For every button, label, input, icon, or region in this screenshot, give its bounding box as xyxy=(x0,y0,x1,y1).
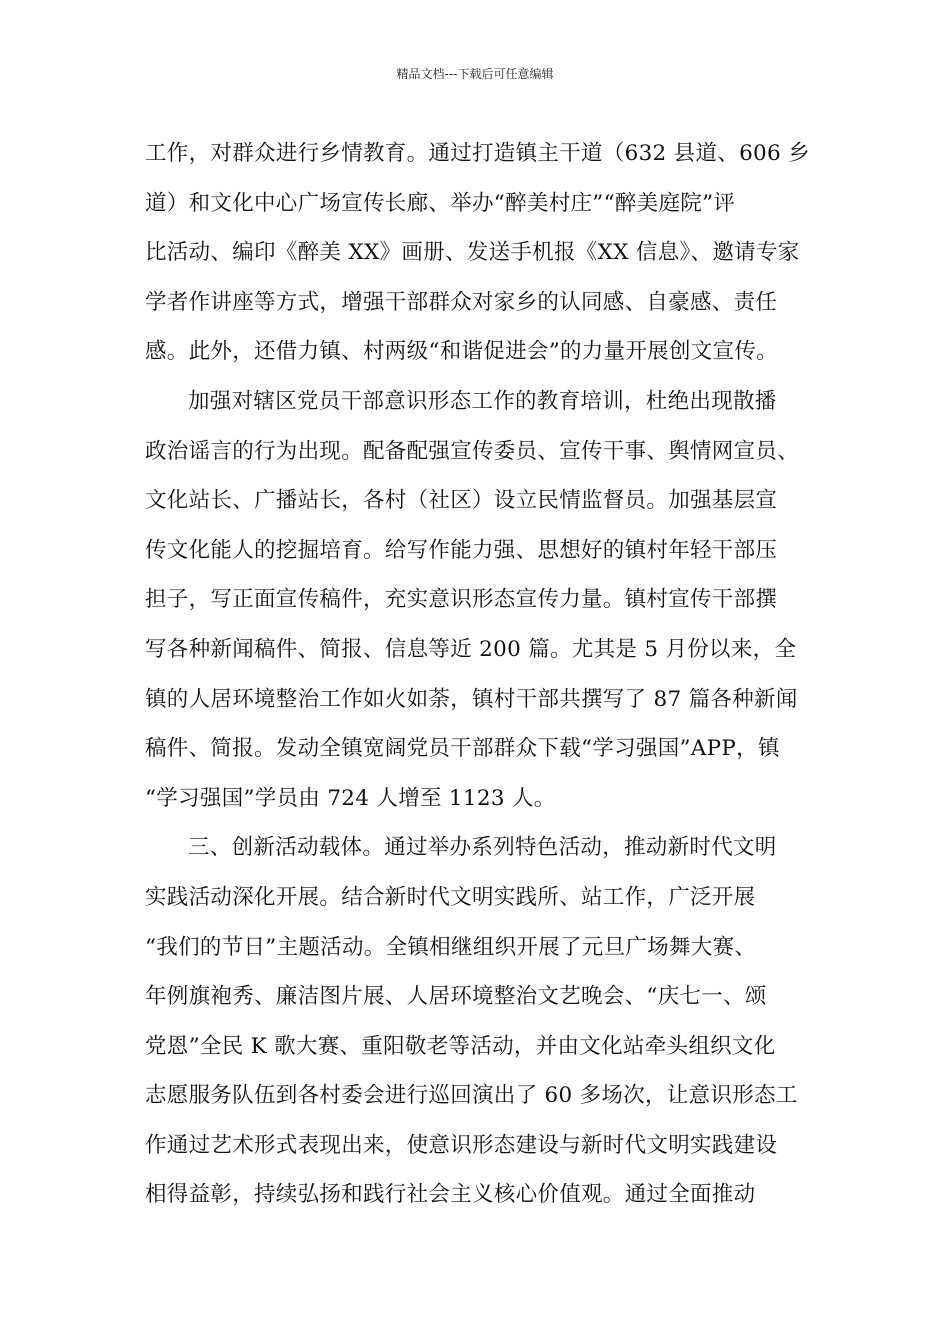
text-line: 感。此外，还借力镇、村两级“和谐促进会”的力量开展创文宣传。 xyxy=(145,339,778,365)
text-line: 道）和文化中心广场宣传长廊、举办“醉美村庄”“醉美庭院”评 xyxy=(145,190,736,216)
text-line: 志愿服务队伍到各村委会进行巡回演出了 60 多场次，让意识形态工 xyxy=(145,1083,798,1109)
document-body xyxy=(145,129,820,1220)
text-line: 党恩”全民 K 歌大赛、重阳敬老等活动，并由文化站牵头组织文化 xyxy=(145,1033,776,1059)
text-line: 比活动、编印《醉美 XX》画册、发送手机报《XX 信息》、邀请专家 xyxy=(145,240,800,266)
text-line: 担子，写正面宣传稿件，充实意识形态宣传力量。镇村宣传干部撰 xyxy=(145,587,778,613)
text-line: 传文化能人的挖掘培育。给写作能力强、思想好的镇村年轻干部压 xyxy=(145,537,778,563)
text-line: 相得益彰，持续弘扬和践行社会主义核心价值观。通过全面推动 xyxy=(145,1182,756,1208)
text-line: “学习强国”学员由 724 人增至 1123 人。 xyxy=(145,785,556,811)
text-line: 写各种新闻稿件、简报、信息等近 200 篇。尤其是 5 月份以来，全 xyxy=(145,636,797,662)
paragraph-first-line: 三、创新活动载体。通过举办系列特色活动，推动新时代文明 xyxy=(188,835,777,861)
text-line: 稿件、简报。发动全镇宽阔党员干部群众下载“学习强国”APP，镇 xyxy=(145,736,780,762)
text-line: 镇的人居环境整治工作如火如荼，镇村干部共撰写了 87 篇各种新闻 xyxy=(145,686,798,712)
text-line: 学者作讲座等方式，增强干部群众对家乡的认同感、自豪感、责任 xyxy=(145,289,778,315)
text-line: “我们的节日”主题活动。全镇相继组织开展了元旦广场舞大赛、 xyxy=(145,934,757,960)
page-header: 精品文档---下载后可任意编辑 xyxy=(396,67,554,81)
paragraph-first-line: 加强对辖区党员干部意识形态工作的教育培训，杜绝出现散播 xyxy=(188,388,777,414)
text-line: 年例旗袍秀、廉洁图片展、人居环境整治文艺晚会、“庆七一、颂 xyxy=(145,984,767,1010)
text-line: 实践活动深化开展。结合新时代文明实践所、站工作，广泛开展 xyxy=(145,884,756,910)
text-line: 作通过艺术形式表现出来，使意识形态建设与新时代文明实践建设 xyxy=(145,1132,778,1158)
text-line: 文化站长、广播站长，各村（社区）设立民情监督员。加强基层宣 xyxy=(145,488,778,514)
text-line: 政治谣言的行为出现。配备配强宣传委员、宣传干事、舆情网宣员、 xyxy=(145,438,800,464)
text-line: 工作，对群众进行乡情教育。通过打造镇主干道（632 县道、606 乡 xyxy=(145,141,810,166)
